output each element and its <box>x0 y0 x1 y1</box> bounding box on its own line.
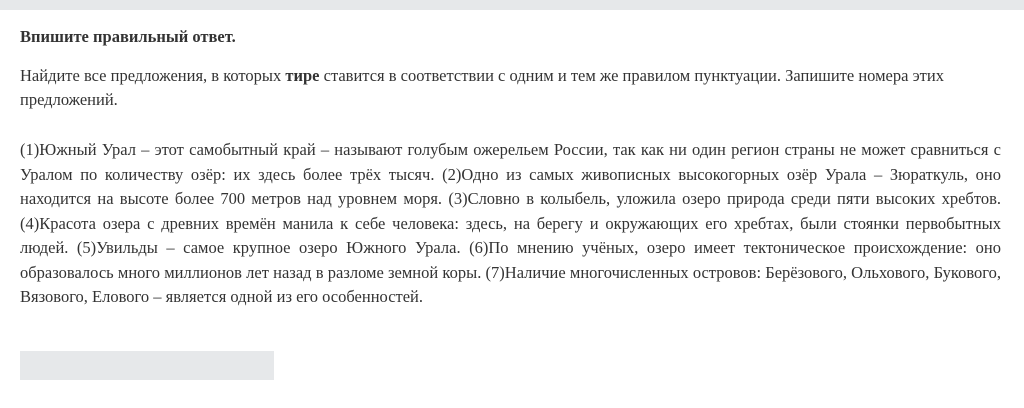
task-container <box>20 25 1001 310</box>
instruction-text-end: ставится в соответствии с одним и тем же правилом пунктуации. Запишите номера этих предложений. <box>20 66 944 109</box>
task-passage: (1)Южный Урал – этот самобытный край – называют голубым ожерельем России, так как ни один регион страны не может сравниться с Уралом по количеству озёр: их здесь более трёх тысяч. (2)Одно из самых живописных высокогорных озёр Урала – Зюраткуль, оно находится на высоте более 700 метров над уровнем моря. (3)Словно в колыбель, уложила озеро природа среди пяти высоких хребтов. (4)Красота озера с древних времён манила к себе человека: здесь, на берегу и окружающих его хребтах, были стоянки первобытных людей. (5)Увильды – самое крупное озеро Южного Урала. (6)По мнению учёных, озеро имеет тектоническое происхождение: оно образовалось много миллионов лет назад в разломе земной коры. (7)Наличие многочисленных островов: Берёзового, Ольхового, Букового, Вязового, Елового – является одной из его особенностей. <box>20 140 1001 306</box>
answer-input[interactable] <box>20 351 274 380</box>
task-instruction <box>20 64 1001 112</box>
task-heading: Впишите правильный ответ. <box>20 27 236 46</box>
instruction-text-start: Найдите все предложения, в которых <box>20 66 286 85</box>
top-bar <box>0 0 1024 10</box>
instruction-keyword: тире <box>285 66 320 85</box>
